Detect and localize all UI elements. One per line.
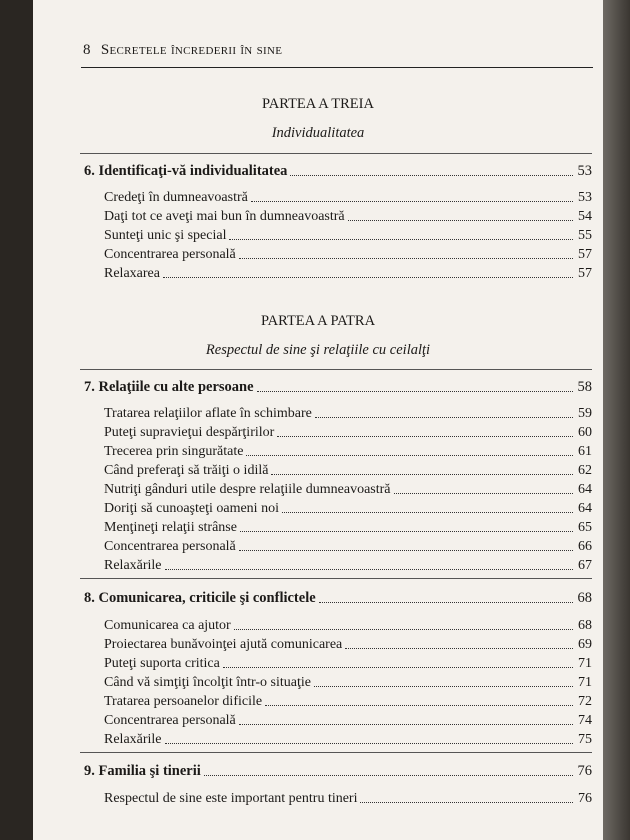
entry-title: Relaxările: [104, 732, 162, 747]
part-three-subtitle: Individualitatea: [271, 125, 365, 141]
entry-title: Credeţi în dumneavoastră: [104, 190, 248, 205]
entry-title: Comunicarea ca ajutor: [104, 618, 231, 633]
entry-page: 64: [578, 501, 592, 516]
entry-page: 62: [578, 463, 592, 478]
entry-title: Relaxarea: [104, 266, 160, 281]
entry-page: 68: [578, 618, 592, 633]
toc-entry[interactable]: [104, 190, 592, 206]
leader-dots: [314, 686, 573, 687]
entry-page: 60: [578, 425, 592, 440]
entry-page: 74: [578, 713, 592, 728]
leader-dots: [240, 531, 573, 532]
leader-dots: [223, 667, 573, 668]
entry-page: 54: [578, 209, 592, 224]
chapter-page: 58: [577, 379, 592, 395]
leader-dots: [360, 802, 573, 803]
entry-page: 71: [578, 675, 592, 690]
leader-dots: [204, 775, 573, 776]
entry-title: Relaxările: [104, 558, 162, 573]
section-divider: [80, 153, 592, 154]
toc-entry[interactable]: [104, 656, 592, 672]
toc-entry[interactable]: [104, 425, 592, 441]
entry-page: 53: [578, 190, 592, 205]
toc-entry[interactable]: [104, 209, 592, 225]
leader-dots: [277, 436, 573, 437]
chapter-page: 68: [577, 590, 592, 606]
leader-dots: [234, 629, 573, 630]
leader-dots: [271, 474, 573, 475]
entry-title: Nutriţi gânduri utile despre relaţiile dumneavoastră: [104, 482, 391, 497]
entry-page: 66: [578, 539, 592, 554]
toc-entry[interactable]: [104, 520, 592, 536]
leader-dots: [163, 277, 573, 278]
entry-title: Când preferaţi să trăiţi o idilă: [104, 463, 269, 478]
leader-dots: [246, 455, 573, 456]
leader-dots: [394, 493, 573, 494]
entry-page: 57: [578, 266, 592, 281]
chapter-title: 7. Relaţiile cu alte persoane: [84, 379, 254, 395]
toc-entry[interactable]: [104, 247, 592, 263]
leader-dots: [257, 391, 573, 392]
toc-entry[interactable]: [104, 694, 592, 710]
entry-title: Doriţi să cunoaşteţi oameni noi: [104, 501, 279, 516]
leader-dots: [315, 417, 573, 418]
header-rule: [81, 67, 593, 68]
entry-page: 55: [578, 228, 592, 243]
toc-entry[interactable]: [104, 406, 592, 422]
leader-dots: [348, 220, 573, 221]
toc-entry[interactable]: [104, 228, 592, 244]
toc-entry[interactable]: [104, 482, 592, 498]
leader-dots: [265, 705, 573, 706]
entry-title: Respectul de sine este important pentru tineri: [104, 791, 358, 806]
entry-page: 61: [578, 444, 592, 459]
leader-dots: [290, 175, 573, 176]
entry-title: Când vă simţiţi încolţit într-o situaţie: [104, 675, 311, 690]
toc-chapter-7[interactable]: [84, 379, 592, 396]
chapter-title: 6. Identificaţi-vă individualitatea: [84, 163, 288, 179]
toc-entry[interactable]: [104, 732, 592, 748]
entry-page: 64: [578, 482, 592, 497]
chapter-page: 53: [577, 163, 592, 179]
toc-entry[interactable]: [104, 791, 592, 807]
part-four-subtitle: Respectul de sine şi relaţiile cu ceilalţi: [205, 342, 431, 358]
chapter-page: 76: [577, 763, 592, 779]
entry-title: Concentrarea personală: [104, 713, 236, 728]
entry-title: Proiectarea bunăvoinţei ajută comunicarea: [104, 637, 343, 652]
leader-dots: [229, 239, 573, 240]
leader-dots: [165, 569, 573, 570]
running-header: [83, 42, 593, 59]
toc-entry[interactable]: [104, 558, 592, 574]
entry-title: Concentrarea personală: [104, 247, 236, 262]
entry-page: 69: [578, 637, 592, 652]
leader-dots: [239, 724, 573, 725]
entry-title: Daţi tot ce aveţi mai bun în dumneavoastră: [104, 209, 345, 224]
leader-dots: [251, 201, 573, 202]
toc-entry[interactable]: [104, 444, 592, 460]
entry-title: Trecerea prin singurătate: [104, 444, 244, 459]
entry-page: 76: [578, 791, 592, 806]
toc-chapter-8[interactable]: [84, 590, 592, 607]
section-divider: [80, 578, 592, 579]
leader-dots: [282, 512, 573, 513]
book-title: Secretele încrederii în sine: [100, 42, 283, 58]
entry-page: 67: [578, 558, 592, 573]
section-divider: [80, 752, 592, 753]
chapter-title: 8. Comunicarea, criticile şi conflictele: [84, 590, 316, 606]
leader-dots: [165, 743, 573, 744]
leader-dots: [239, 258, 573, 259]
entry-page: 71: [578, 656, 592, 671]
entry-page: 65: [578, 520, 592, 535]
toc-entry[interactable]: [104, 675, 592, 691]
page-number: 8: [83, 42, 91, 58]
entry-title: Concentrarea personală: [104, 539, 236, 554]
leader-dots: [319, 602, 573, 603]
section-divider: [80, 369, 592, 370]
entry-page: 72: [578, 694, 592, 709]
toc-entry[interactable]: [104, 637, 592, 653]
entry-title: Tratarea relaţiilor aflate în schimbare: [104, 406, 312, 421]
chapter-title: 9. Familia şi tinerii: [84, 763, 201, 779]
entry-title: Menţineţi relaţii strânse: [104, 520, 237, 535]
toc-chapter-9[interactable]: [84, 763, 592, 780]
toc-entry[interactable]: [104, 463, 592, 479]
part-three-heading: PARTEA A TREIA: [262, 96, 374, 112]
page-edge-shadow: [603, 0, 630, 840]
entry-title: Tratarea persoanelor dificile: [104, 694, 263, 709]
toc-entry[interactable]: [104, 618, 592, 634]
entry-title: Sunteţi unic şi special: [104, 228, 227, 243]
toc-entry[interactable]: [104, 539, 592, 555]
part-four-heading: PARTEA A PATRA: [260, 313, 376, 329]
entry-page: 59: [578, 406, 592, 421]
entry-page: 75: [578, 732, 592, 747]
leader-dots: [345, 648, 573, 649]
leader-dots: [239, 550, 573, 551]
entry-title: Puteţi supravieţui despărţirilor: [104, 425, 275, 440]
toc-chapter-6[interactable]: [84, 163, 592, 180]
book-page: [33, 0, 603, 840]
entry-page: 57: [578, 247, 592, 262]
toc-entry[interactable]: [104, 713, 592, 729]
entry-title: Puteţi suporta critica: [104, 656, 220, 671]
toc-entry[interactable]: [104, 266, 592, 282]
toc-entry[interactable]: [104, 501, 592, 517]
